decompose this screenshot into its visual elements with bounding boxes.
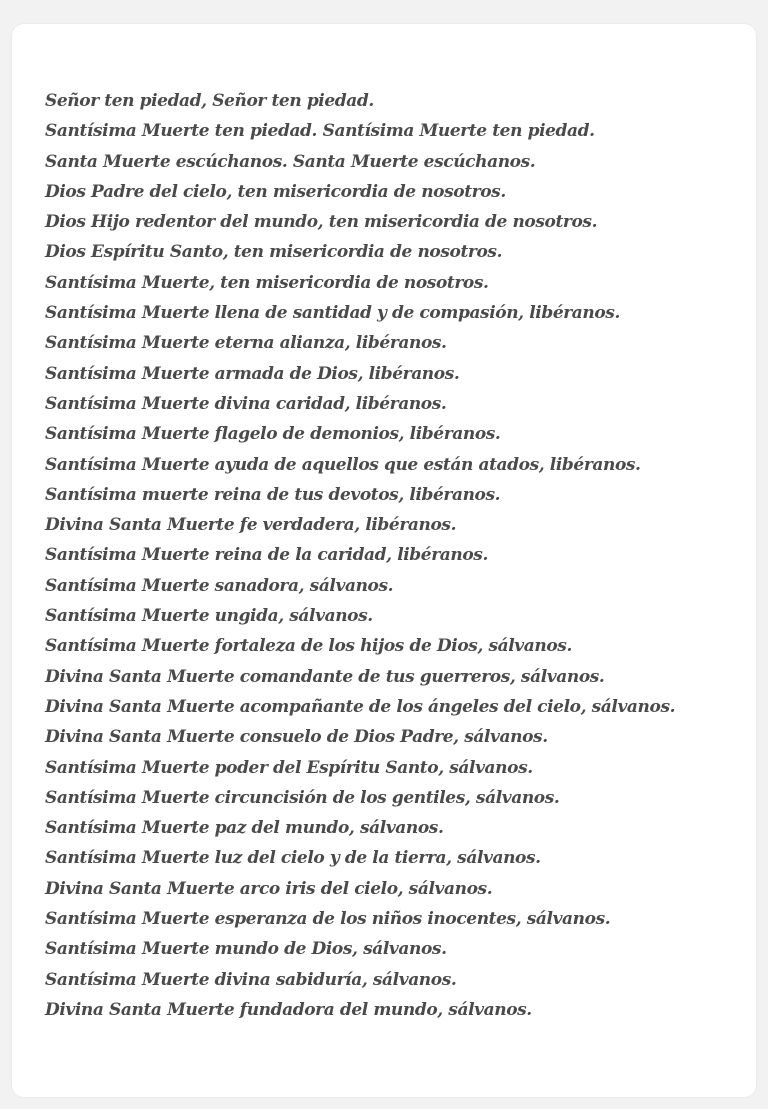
litany-line: Dios Hijo redentor del mundo, ten misericordia de nosotros. (45, 212, 598, 233)
litany-line: Santísima Muerte divina sabiduría, sálvanos. (45, 969, 457, 990)
litany-line: Santísima Muerte paz del mundo, sálvanos. (45, 818, 444, 839)
litany-line: Santísima Muerte reina de la caridad, libéranos. (45, 545, 488, 566)
litany-line: Santísima Muerte mundo de Dios, sálvanos. (45, 939, 447, 960)
litany-line: Divina Santa Muerte acompañante de los ángeles del cielo, sálvanos. (45, 696, 676, 717)
litany-line: Divina Santa Muerte comandante de tus guerreros, sálvanos. (45, 666, 605, 687)
litany-line: Santísima Muerte eterna alianza, libéranos. (45, 333, 447, 354)
litany-line: Santísima Muerte sanadora, sálvanos. (45, 575, 394, 596)
litany-line: Santísima Muerte esperanza de los niños inocentes, sálvanos. (45, 909, 611, 930)
litany-line: Santísima Muerte llena de santidad y de compasión, libéranos. (45, 303, 620, 324)
litany-line: Divina Santa Muerte consuelo de Dios Padre, sálvanos. (45, 727, 548, 748)
litany-line: Santísima Muerte poder del Espíritu Santo, sálvanos. (45, 757, 533, 778)
litany-line: Divina Santa Muerte arco iris del cielo, sálvanos. (45, 878, 493, 899)
litany-line: Dios Padre del cielo, ten misericordia de nosotros. (45, 181, 506, 202)
litany-line: Divina Santa Muerte fundadora del mundo, sálvanos. (45, 999, 532, 1020)
litany-line: Santísima Muerte, ten misericordia de nosotros. (45, 272, 489, 293)
litany-line: Santísima Muerte armada de Dios, libéranos. (45, 363, 460, 384)
litany-line: Divina Santa Muerte fe verdadera, libéranos. (45, 515, 457, 536)
litany-text (45, 86, 675, 1025)
litany-line: Santísima Muerte divina caridad, libéranos. (45, 393, 447, 414)
litany-line: Santísima muerte reina de tus devotos, libéranos. (45, 484, 501, 505)
litany-line: Señor ten piedad, Señor ten piedad. (45, 91, 374, 111)
litany-line: Santísima Muerte ungida, sálvanos. (45, 606, 373, 627)
litany-line: Santísima Muerte ten piedad. Santísima Muerte ten piedad. (45, 121, 595, 142)
litany-line: Santísima Muerte ayuda de aquellos que están atados, libéranos. (45, 454, 641, 475)
litany-line: Santísima Muerte circuncisión de los gentiles, sálvanos. (45, 787, 560, 808)
litany-line: Santísima Muerte flagelo de demonios, libéranos. (45, 424, 501, 445)
litany-line: Santísima Muerte luz del cielo y de la tierra, sálvanos. (45, 848, 541, 869)
litany-line: Dios Espíritu Santo, ten misericordia de nosotros. (45, 242, 503, 263)
document-page (12, 24, 756, 1097)
litany-line: Santísima Muerte fortaleza de los hijos de Dios, sálvanos. (45, 636, 572, 657)
litany-line: Santa Muerte escúchanos. Santa Muerte escúchanos. (45, 151, 536, 172)
